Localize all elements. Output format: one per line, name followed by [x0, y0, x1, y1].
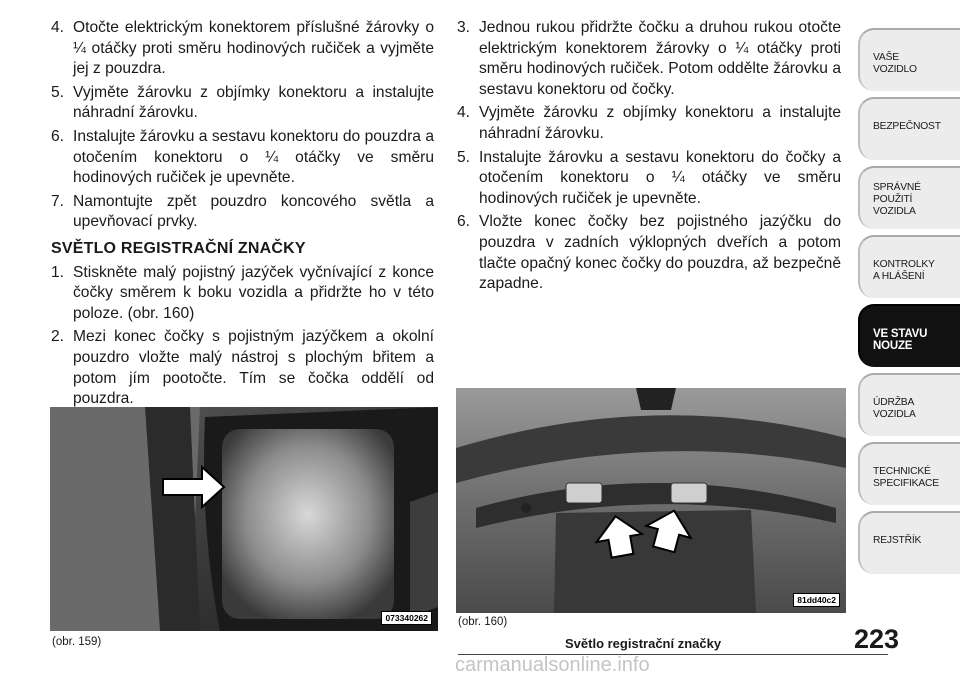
- item-text: Mezi konec čočky s pojistným jazýčkem a okolní pouzdro vložte malý nástroj s plochým břitem a potom jím pootočte. Tím se čočka oddělí od pouzdra.: [73, 328, 434, 408]
- item-number: 5.: [51, 83, 65, 101]
- tab-label: VOZIDLA: [873, 206, 916, 217]
- item-text: Vyjměte žárovku z objímky konektoru a instalujte náhradní žárovku.: [479, 104, 841, 142]
- tab-vase-vozidlo[interactable]: [858, 28, 960, 91]
- item-text: Jednou rukou přidržte čočku a druhou rukou otočte elektrickým konektorem žárovky o ¼ otáčky proti směru hodinových ručiček. Potom oddělte žárovku a sestavu konektoru od čočky.: [479, 19, 841, 98]
- item-number: 1.: [51, 263, 65, 281]
- item-number: 3.: [457, 19, 471, 36]
- tab-label: A HLÁŠENÍ: [873, 271, 925, 282]
- watermark: carmanualsonline.info: [455, 654, 650, 676]
- item-number: 7.: [51, 192, 65, 210]
- item-number: 2.: [51, 328, 65, 346]
- tab-spravne-pouziti-vozidla[interactable]: [858, 166, 960, 229]
- list-item: [457, 212, 841, 294]
- list-item: [457, 18, 841, 100]
- tab-label: ÚDRŽBA: [873, 397, 915, 408]
- item-text: Instalujte žárovku a sestavu konektoru do čočky a otočením konektoru o ¼ otáčky ve směru hodinových ručiček je upevněte.: [479, 148, 841, 207]
- item-number: 5.: [457, 148, 471, 166]
- tab-label: BEZPEČNOST: [873, 121, 941, 132]
- tab-label: NOUZE: [873, 340, 913, 352]
- item-number: 6.: [457, 213, 471, 231]
- tab-kontrolky-a-hlaseni[interactable]: [858, 235, 960, 298]
- figure-160-license-plate-light-photo: [456, 388, 846, 613]
- list-item: [457, 103, 841, 144]
- item-text: Stiskněte malý pojistný jazýček vyčnívající z konce čočky směrem k boku vozidla a přidržte ho v této poloze. (obr. 160): [73, 263, 434, 322]
- tab-label: SPRÁVNÉ POUŽITÍ: [873, 182, 921, 205]
- tail-light-illustration: [50, 407, 438, 631]
- figure-code: 81dd40c2: [793, 593, 840, 607]
- tab-label: VOZIDLO: [873, 64, 917, 75]
- tab-technicke-specifikace[interactable]: [858, 442, 960, 505]
- tab-label: TECHNICKÉ: [873, 466, 931, 477]
- item-number: 4.: [457, 104, 471, 122]
- list-item: [457, 148, 841, 210]
- item-number: 4.: [51, 19, 65, 36]
- figure-caption: (obr. 160): [458, 616, 508, 628]
- figure-caption: (obr. 159): [52, 636, 102, 648]
- tab-bezpecnost[interactable]: [858, 97, 960, 160]
- item-text: Vyjměte žárovku z objímky konektoru a instalujte náhradní žárovku.: [73, 83, 434, 122]
- item-number: 6.: [51, 127, 65, 145]
- tab-label: KONTROLKY: [873, 259, 935, 270]
- item-text: Namontujte zpět pouzdro koncového světla a upevňovací prvky.: [73, 192, 434, 231]
- left-column: [51, 18, 434, 413]
- license-plate-illustration: [456, 388, 846, 613]
- item-text: Otočte elektrickým konektorem příslušné žárovky o ¼ otáčky proti směru hodinových ručiček a vyjměte jej z pouzdra.: [73, 19, 434, 78]
- right-column: [457, 18, 841, 298]
- section-heading: SVĚTLO REGISTRAČNÍ ZNAČKY: [51, 239, 306, 257]
- item-text: Instalujte žárovku a sestavu konektoru do pouzdra a otočením konektoru o ¼ otáčky ve směru hodinových ručiček je upevněte.: [73, 127, 434, 187]
- item-text: Vložte konec čočky bez pojistného jazýčku do pouzdra v zadních výklopných dveřích a potom tlačte opačný konec čočky do pouzdra, až bezpečně zapadne.: [479, 213, 841, 293]
- tab-label: VOZIDLA: [873, 409, 916, 420]
- page-number: 223: [854, 624, 900, 654]
- list-item: [51, 327, 434, 409]
- chapter-tabs: [858, 28, 960, 580]
- tab-ve-stavu-nouze[interactable]: [858, 304, 960, 367]
- list-item: [51, 192, 434, 233]
- figure-code: 073340262: [381, 611, 432, 625]
- list-item: [51, 18, 434, 80]
- list-item: [51, 263, 434, 325]
- tab-label: VAŠE: [873, 52, 899, 63]
- tab-label: SPECIFIKACE: [873, 478, 939, 489]
- list-item: [51, 83, 434, 124]
- tab-udrzba-vozidla[interactable]: [858, 373, 960, 436]
- footer-title: Světlo registrační značky: [565, 636, 722, 651]
- tab-label: REJSTŘÍK: [873, 535, 922, 546]
- tab-label: VE STAVU: [873, 328, 928, 340]
- tab-rejstrik[interactable]: [858, 511, 960, 574]
- figure-159-tail-light-photo: [50, 407, 438, 631]
- list-item: [51, 127, 434, 189]
